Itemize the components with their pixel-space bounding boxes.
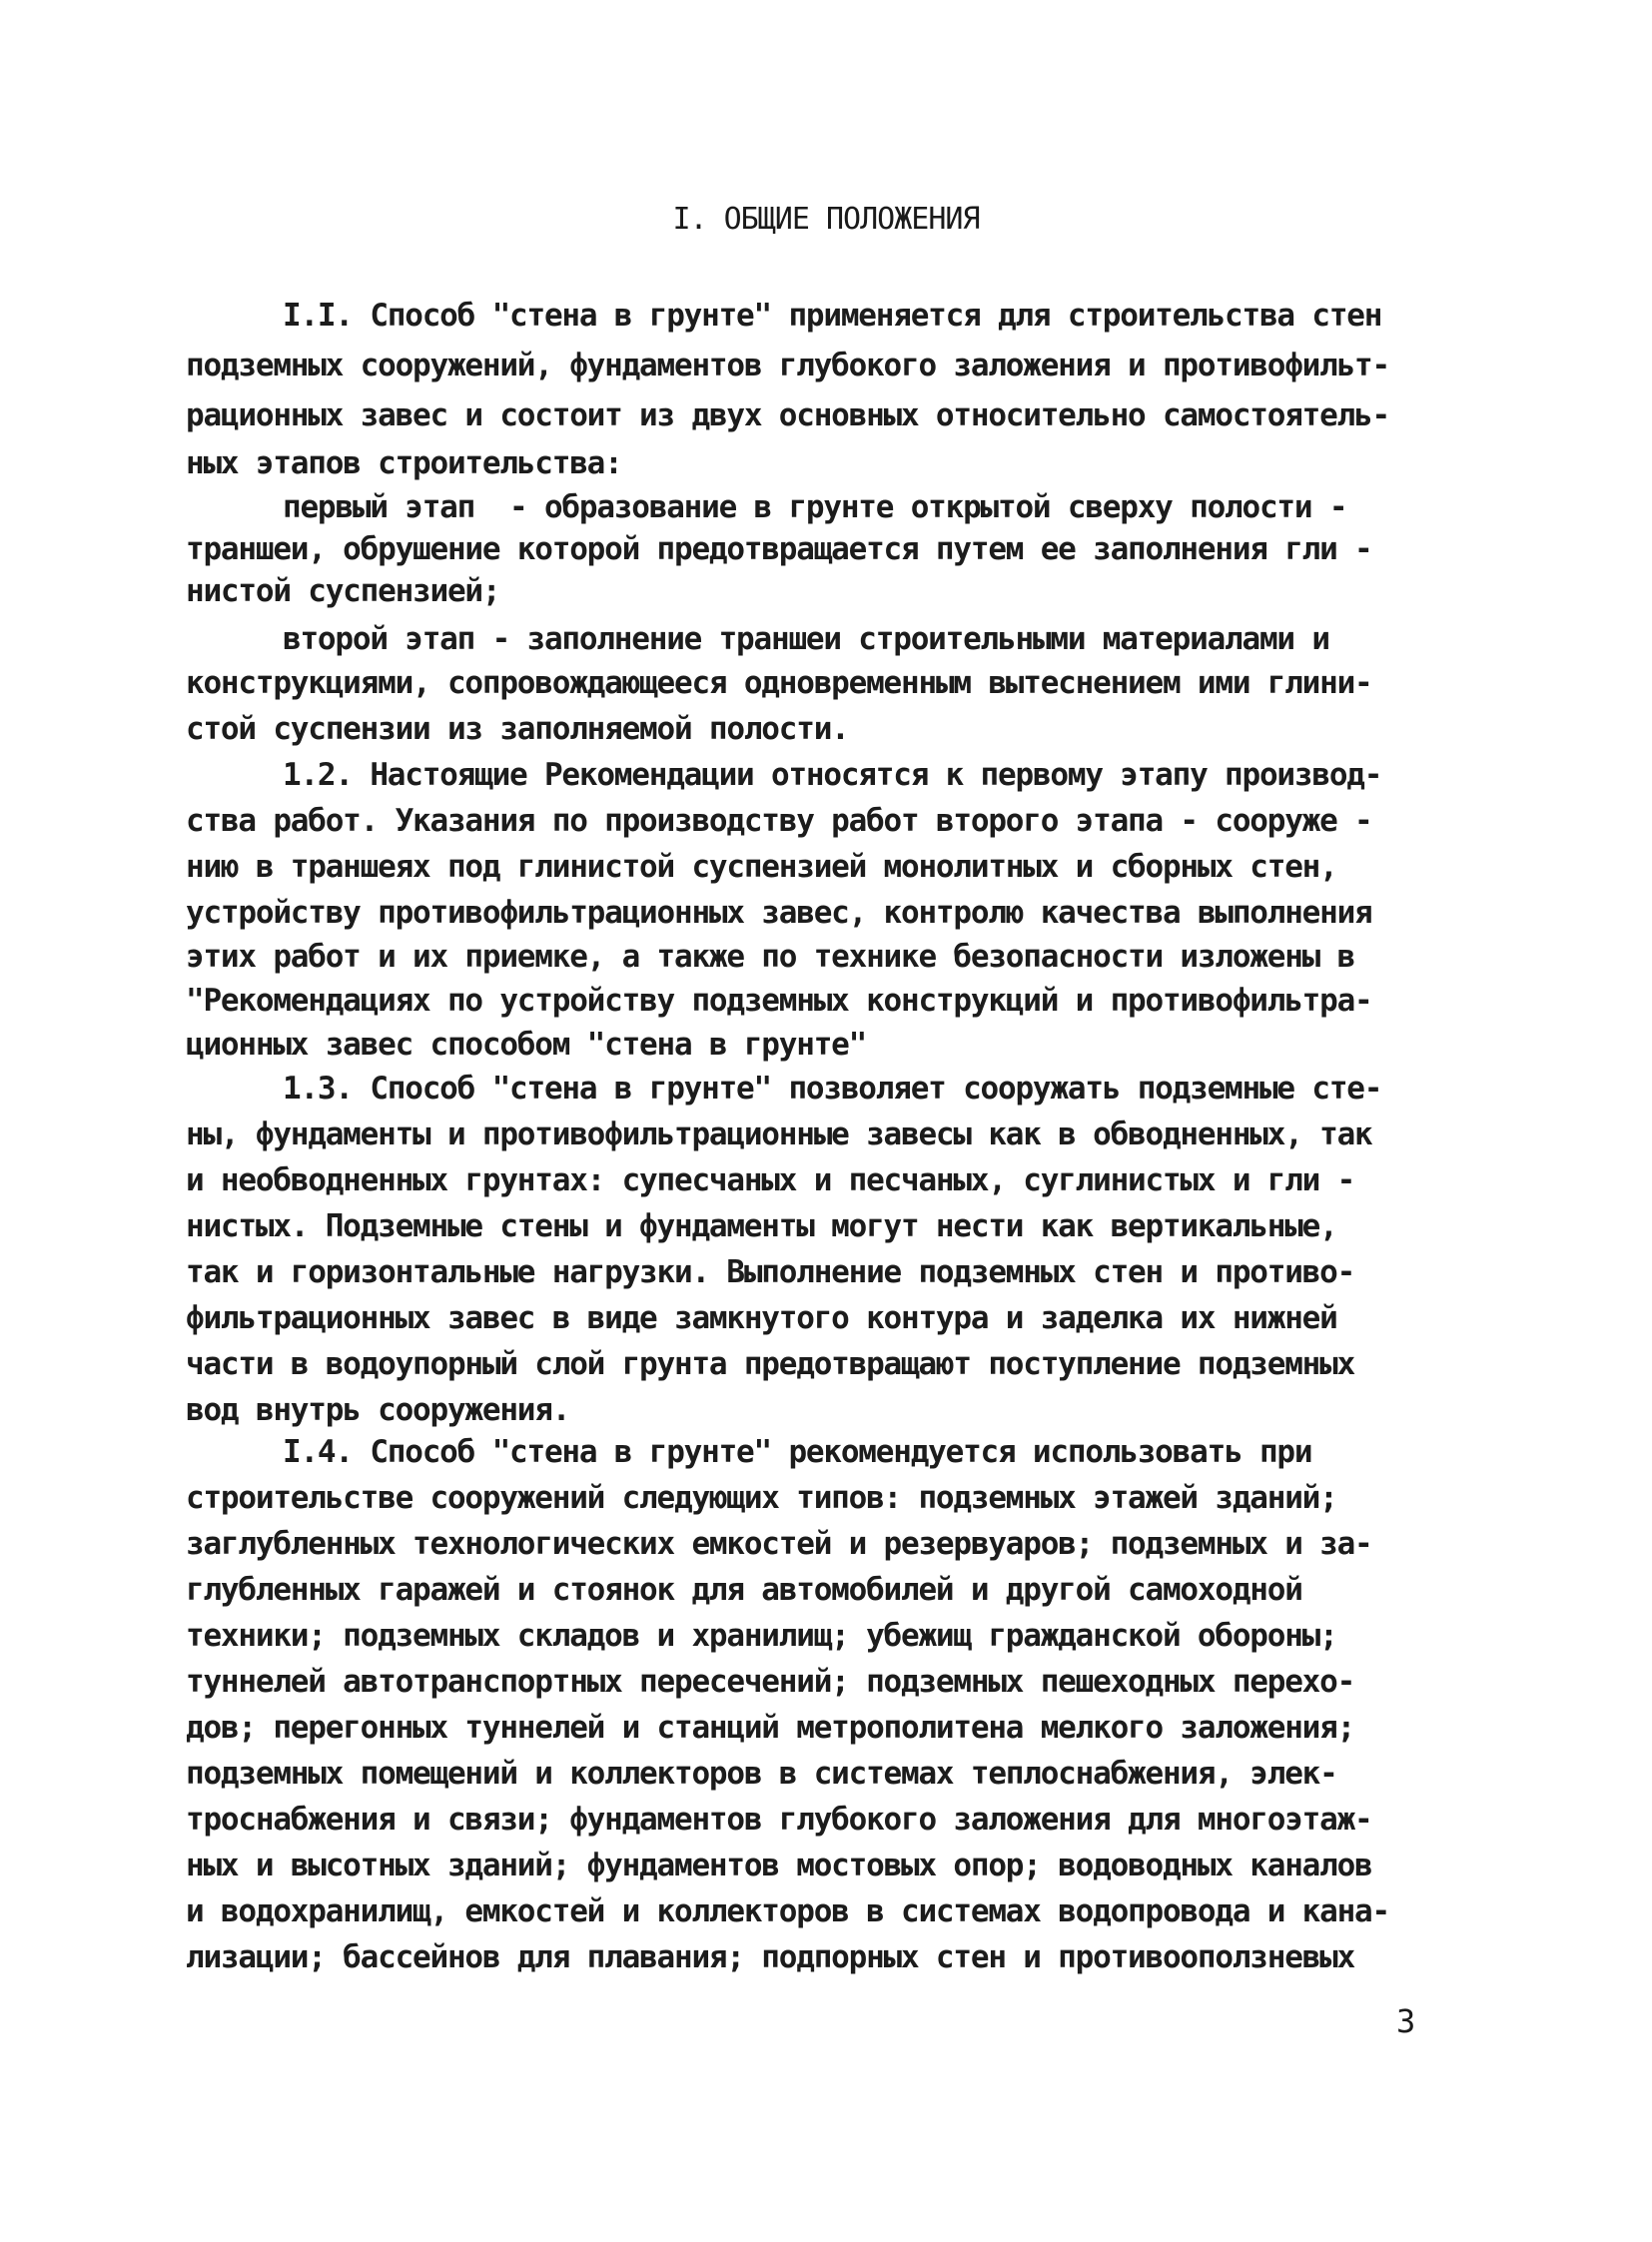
paragraph-line: траншеи, обрушение которой предотвращается путем ее заполнения гли - [186,531,1372,567]
paragraph-line: ционных завес способом "стена в грунте" [186,1027,867,1063]
paragraph-line: первый этап - образование в грунте открытой сверху полости - [283,489,1347,525]
paragraph-line: троснабжения и связи; фундаментов глубокого заложения для многоэтаж- [186,1802,1372,1838]
paragraph-line: лизации; бассейнов для плавания; подпорных стен и противооползневых [186,1939,1355,1975]
paragraph-line: ных этапов строительства: [186,445,622,481]
paragraph-line: техники; подземных складов и хранилищ; убежищ гражданской обороны; [186,1618,1337,1654]
paragraph-line: 1.3. Способ "стена в грунте" позволяет сооружать подземные сте- [283,1071,1382,1107]
paragraph-line: части в водоупорный слой грунта предотвращают поступление подземных [186,1346,1355,1382]
page-number: 3 [1396,2002,1416,2040]
paragraph-line: и водохранилищ, емкостей и коллекторов в системах водопровода и кана- [186,1893,1389,1929]
paragraph-line: 1.2. Настоящие Рекомендации относятся к первому этапу производ- [283,757,1382,793]
paragraph-line: глубленных гаражей и стоянок для автомобилей и другой самоходной [186,1572,1302,1608]
paragraph-line: заглубленных технологических емкостей и резервуаров; подземных и за- [186,1526,1372,1562]
paragraph-line: и необводненных грунтах: супесчаных и песчаных, суглинистых и гли - [186,1162,1355,1198]
paragraph-line: рационных завес и состоит из двух основных относительно самостоятель- [186,397,1389,433]
paragraph-line: нию в траншеях под глинистой суспензией монолитных и сборных стен, [186,849,1337,885]
paragraph-line: устройству противофильтрационных завес, контролю качества выполнения [186,895,1372,931]
paragraph-line: нистых. Подземные стены и фундаменты могут нести как вертикальные, [186,1208,1337,1244]
paragraph-line: вод внутрь сооружения. [186,1392,570,1428]
paragraph-line: ства работ. Указания по производству работ второго этапа - сооруже - [186,803,1372,839]
paragraph-line: подземных помещений и коллекторов в системах теплоснабжения, элек- [186,1756,1337,1792]
paragraph-line: дов; перегонных туннелей и станций метрополитена мелкого заложения; [186,1710,1355,1746]
paragraph-line: I.I. Способ "стена в грунте" применяется для строительства стен [283,298,1382,334]
paragraph-line: туннелей автотранспортных пересечений; подземных пешеходных перехо- [186,1664,1355,1700]
paragraph-line: ны, фундаменты и противофильтрационные завесы как в обводненных, так [186,1117,1372,1152]
paragraph-line: нистой суспензией; [186,573,500,609]
paragraph-line: I.4. Способ "стена в грунте" рекомендуется использовать при [283,1434,1312,1470]
section-heading: I. ОБЩИЕ ПОЛОЖЕНИЯ [672,202,980,237]
paragraph-line: так и горизонтальные нагрузки. Выполнение подземных стен и противо- [186,1254,1355,1290]
paragraph-line: фильтрационных завес в виде замкнутого контура и заделка их нижней [186,1300,1337,1336]
paragraph-line: конструкциями, сопровождающееся одновременным вытеснением ими глини- [186,665,1372,701]
paragraph-line: подземных сооружений, фундаментов глубокого заложения и противофильт- [186,348,1389,383]
paragraph-line: этих работ и их приемке, а также по технике безопасности изложены в [186,939,1355,975]
paragraph-line: ных и высотных зданий; фундаментов мостовых опор; водоводных каналов [186,1848,1372,1883]
paragraph-line: второй этап - заполнение траншеи строительными материалами и [283,621,1329,657]
paragraph-line: строительстве сооружений следующих типов: подземных этажей зданий; [186,1480,1337,1516]
paragraph-line: "Рекомендациях по устройству подземных конструкций и противофильтра- [186,983,1372,1019]
paragraph-line: стой суспензии из заполняемой полости. [186,711,849,747]
